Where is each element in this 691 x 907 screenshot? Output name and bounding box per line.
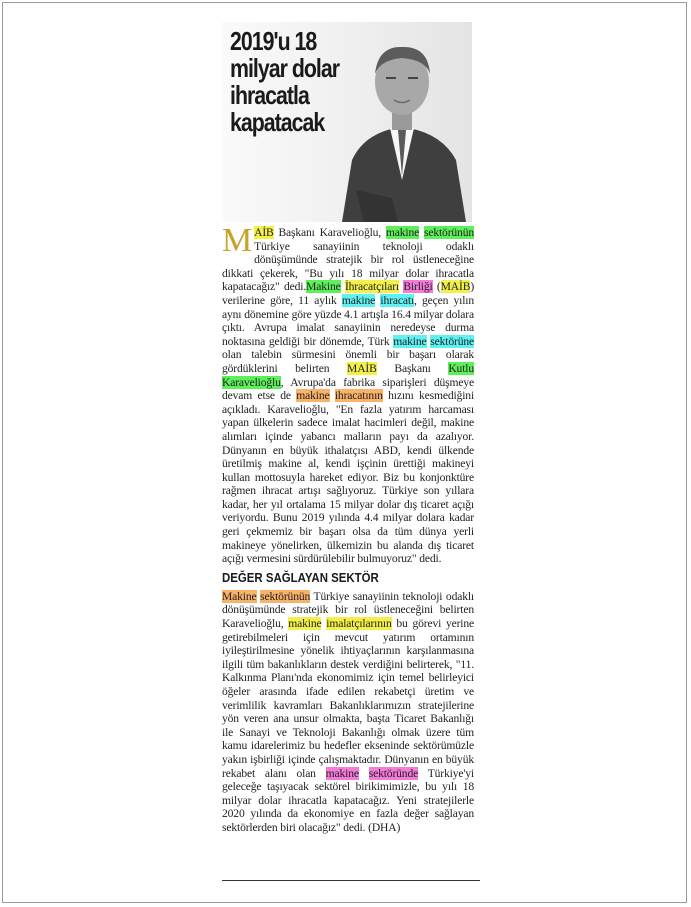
highlight: sektöründe bbox=[368, 766, 419, 780]
highlight: sektörüne bbox=[430, 334, 475, 348]
bottom-rule bbox=[222, 880, 480, 881]
text-run: Başkanı Karavelioğlu, bbox=[273, 226, 386, 239]
highlight: sektörünün bbox=[260, 589, 311, 603]
headline-line-4: kapatacak bbox=[230, 107, 325, 137]
highlight: makine bbox=[341, 293, 376, 307]
headline-line-1: 2019'u 18 bbox=[230, 26, 317, 56]
highlight: makine bbox=[296, 389, 330, 403]
article-body bbox=[222, 222, 475, 835]
header-photo-block bbox=[222, 22, 472, 222]
highlight: MAİB bbox=[347, 361, 377, 375]
text-run: ) verilerine göre, 11 aylık bbox=[222, 280, 475, 307]
headline-line-3: ihracatla bbox=[230, 80, 309, 110]
highlight: imalatçılarının bbox=[326, 617, 392, 631]
article-paragraph-1 bbox=[222, 222, 475, 566]
text-run bbox=[359, 767, 369, 780]
text-run: hızını kesmediğini açıkladı. Karavelioğlu, "En fazla yatırım harcaması yapan ülkelerin sadece imalat hacimleri değil, makine alımları içinde yabancı malların payı da azalıyor. Dünyanın en büyük ithalatçısı ABD, kendi ülkende üretilmiş makine al, kendi işçinin ürettiği makineyi kullan mottosuyla hareket ediyor. Biz bu konjonktüre rağmen ihracat artışı sağlıyoruz. Türkiye son yıllara kadar, her yıl ortalama 15 milyar dolar dış ticaret açığı veriyordu. Bunu 2019 yılında 4.4 milyar dolara kadar geri çekmemiz bir başarı olsa da tüm dünya yerli makineye yönelirken, ülkemizin bu alanda dış ticaret açığı vermesini sürdürülebilir bulmuyoruz" dedi. bbox=[222, 389, 475, 566]
text-run: olan talebin sürmesini önemli bir başarı olarak gördüklerini belirten bbox=[222, 348, 474, 375]
text-run: , geçen yılın aynı dönemine göre yüzde 4.1 artışla 16.4 milyar dolara çıktı. Avrupa imalat sanayiinin neredeyse durma noktasına geldiği bir dönemde, Türk bbox=[222, 293, 474, 348]
highlight: Makine bbox=[222, 589, 257, 603]
highlight: Kutlu bbox=[448, 361, 474, 375]
headline bbox=[230, 28, 345, 136]
highlight: makine bbox=[288, 617, 322, 631]
highlight: ihracatının bbox=[334, 389, 383, 403]
highlight: sektörünün bbox=[423, 226, 474, 239]
subheading: DEĞER SAĞLAYAN SEKTÖR bbox=[222, 569, 379, 585]
text-run: bu görevi yerine getirebilmeleri için mevcut yatırım ortamının iyileştirilmesine yönelik ihtiyaçlarının karşılanmasına ilgili tüm bakanlıkların destek verdiğini belirterek, "11. Kalkınma Planı'nda ekonomimiz için temel belirleyici öğeler arasında ifade edilen rekabetçi üretim ve verimlilik kavramları Bakanlıklarımızın stratejilerine yön veren ana unsur olmakta, başta Ticaret Bakanlığı ile Sanayi ve Teknoloji Bakanlığı olmak üzere tüm kamu idarelerimiz bu hedefler ekseninde sektörümüzle yakın işbirliği içinde çalışmaktadır. Dünyanın en büyük rekabet alanı olan bbox=[222, 617, 475, 780]
highlight: Karavelioğlu bbox=[222, 375, 281, 389]
highlight: makine bbox=[393, 334, 427, 348]
highlight: AİB bbox=[254, 226, 274, 239]
highlight: İhracatçıları bbox=[344, 280, 399, 294]
drop-cap: M bbox=[222, 222, 253, 259]
highlight: ihracatı bbox=[380, 293, 414, 307]
person-photo-icon bbox=[334, 30, 472, 222]
text-run: Türkiye'yi geleceğe taşıyacak sektörel birikimimizle, bu yılı 18 milyar dolar ihracatla kapatacağız. Yeni stratejilerle 2020 yılında da ekonomiye en fazla değer sağlayan sektörlerden biri olacağız" dedi. (DHA) bbox=[222, 766, 475, 834]
text-run: Türkiye sanayiinin teknoloji odaklı dönüşümünde stratejik bir rol üstleneceğini belirten Karavelioğlu, bbox=[222, 589, 475, 631]
highlight: Makine bbox=[306, 280, 341, 294]
text-run: Başkanı bbox=[376, 361, 449, 375]
text-run: Türkiye sanayiinin teknoloji odaklı dönüşümünde stratejik bir rol üstleneceğine dikkati çekerek, "Bu yılı 18 milyar dolar ihracatla kapatacağız" dedi. bbox=[222, 239, 474, 294]
text-run: , Avrupa'da fabrika siparişleri düşmeye devam etse de bbox=[222, 375, 474, 403]
highlight: makine bbox=[385, 226, 420, 239]
highlight: Birliği bbox=[403, 280, 433, 294]
article-paragraph-2 bbox=[222, 590, 474, 835]
highlight: MAİB bbox=[440, 280, 471, 294]
highlight: makine bbox=[325, 766, 359, 780]
headline-line-2: milyar dolar bbox=[230, 53, 340, 83]
text-run: ( bbox=[432, 280, 441, 294]
